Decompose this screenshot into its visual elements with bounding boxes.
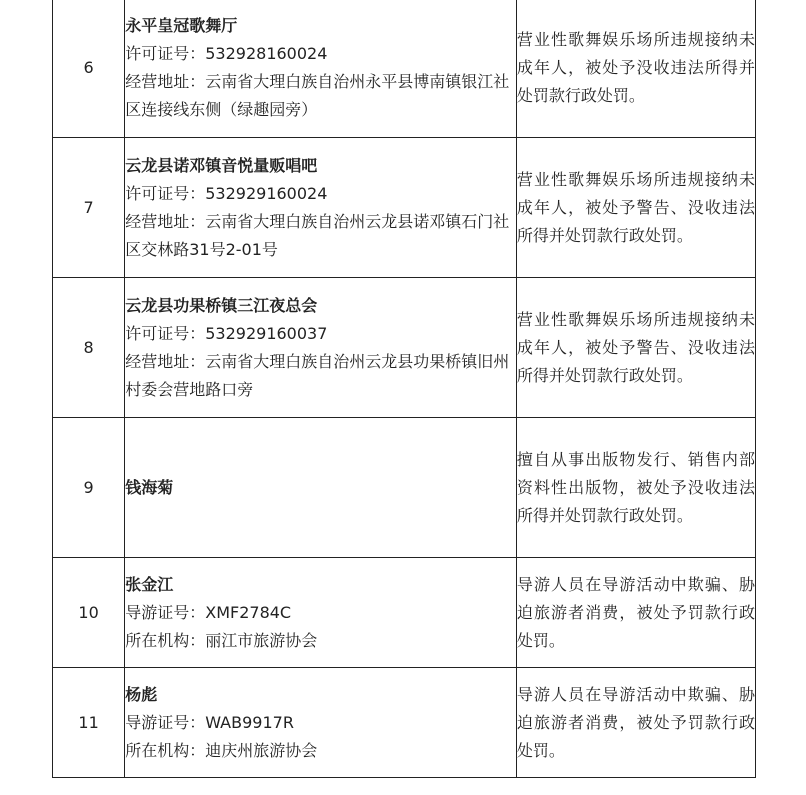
row-number: 7 xyxy=(53,138,125,278)
entity-cell xyxy=(125,138,517,278)
penalty-reason: 导游人员在导游活动中欺骗、胁迫旅游者消费，被处予罚款行政处罚。 xyxy=(516,558,755,668)
organization-value: 迪庆州旅游协会 xyxy=(205,740,318,760)
penalty-reason: 营业性歌舞娱乐场所违规接纳未成年人，被处予警告、没收违法所得并处罚款行政处罚。 xyxy=(516,138,755,278)
guide-id-number: XMF2784C xyxy=(205,602,292,622)
guide-id-number: WAB9917R xyxy=(205,712,294,732)
address-value: 云南省大理白族自治州云龙县诺邓镇石门社区交林路31号2-01号 xyxy=(125,211,510,259)
license-label: 许可证号： xyxy=(125,183,206,203)
guide-id-line xyxy=(125,599,516,627)
row-number: 8 xyxy=(53,278,125,418)
address-label: 经营地址： xyxy=(125,211,206,231)
table-row xyxy=(53,418,756,558)
table-row xyxy=(53,558,756,668)
address-line xyxy=(125,68,516,124)
table-row xyxy=(53,138,756,278)
penalty-reason: 营业性歌舞娱乐场所违规接纳未成年人，被处予警告、没收违法所得并处罚款行政处罚。 xyxy=(516,278,755,418)
guide-id-label: 导游证号： xyxy=(125,602,206,622)
organization-line xyxy=(125,737,516,765)
entity-name: 云龙县诺邓镇音悦量贩唱吧 xyxy=(125,155,318,175)
license-label: 许可证号： xyxy=(125,43,206,63)
address-label: 经营地址： xyxy=(125,71,206,91)
license-line xyxy=(125,40,516,68)
penalty-reason: 营业性歌舞娱乐场所违规接纳未成年人，被处予没收违法所得并处罚款行政处罚。 xyxy=(516,0,755,138)
license-label: 许可证号： xyxy=(125,323,206,343)
entity-name: 张金江 xyxy=(125,574,174,594)
entity-name: 钱海菊 xyxy=(125,477,174,497)
address-line xyxy=(125,208,516,264)
entity-name: 杨彪 xyxy=(125,684,158,704)
row-number: 9 xyxy=(53,418,125,558)
organization-label: 所在机构： xyxy=(125,740,206,760)
organization-label: 所在机构： xyxy=(125,630,206,650)
penalty-reason: 导游人员在导游活动中欺骗、胁迫旅游者消费，被处予罚款行政处罚。 xyxy=(516,668,755,778)
table-row xyxy=(53,278,756,418)
entity-cell xyxy=(125,0,517,138)
penalty-reason: 擅自从事出版物发行、销售内部资料性出版物，被处予没收违法所得并处罚款行政处罚。 xyxy=(516,418,755,558)
license-number: 532928160024 xyxy=(205,43,328,63)
guide-id-line xyxy=(125,709,516,737)
table-row xyxy=(53,668,756,778)
address-line xyxy=(125,348,516,404)
table-row xyxy=(53,0,756,138)
organization-value: 丽江市旅游协会 xyxy=(205,630,318,650)
entity-cell xyxy=(125,668,517,778)
entity-cell xyxy=(125,418,517,558)
entity-name: 永平皇冠歌舞厅 xyxy=(125,15,238,35)
entity-cell xyxy=(125,278,517,418)
license-number: 532929160024 xyxy=(205,183,328,203)
organization-line xyxy=(125,627,516,655)
guide-id-label: 导游证号： xyxy=(125,712,206,732)
entity-name: 云龙县功果桥镇三江夜总会 xyxy=(125,295,318,315)
row-number: 10 xyxy=(53,558,125,668)
entity-cell xyxy=(125,558,517,668)
address-value: 云南省大理白族自治州云龙县功果桥镇旧州村委会营地路口旁 xyxy=(125,351,510,399)
row-number: 11 xyxy=(53,668,125,778)
license-number: 532929160037 xyxy=(205,323,328,343)
row-number: 6 xyxy=(53,0,125,138)
address-value: 云南省大理白族自治州永平县博南镇银江社区连接线东侧（绿趣园旁） xyxy=(125,71,510,119)
penalty-table xyxy=(52,0,756,778)
license-line xyxy=(125,320,516,348)
address-label: 经营地址： xyxy=(125,351,206,371)
license-line xyxy=(125,180,516,208)
